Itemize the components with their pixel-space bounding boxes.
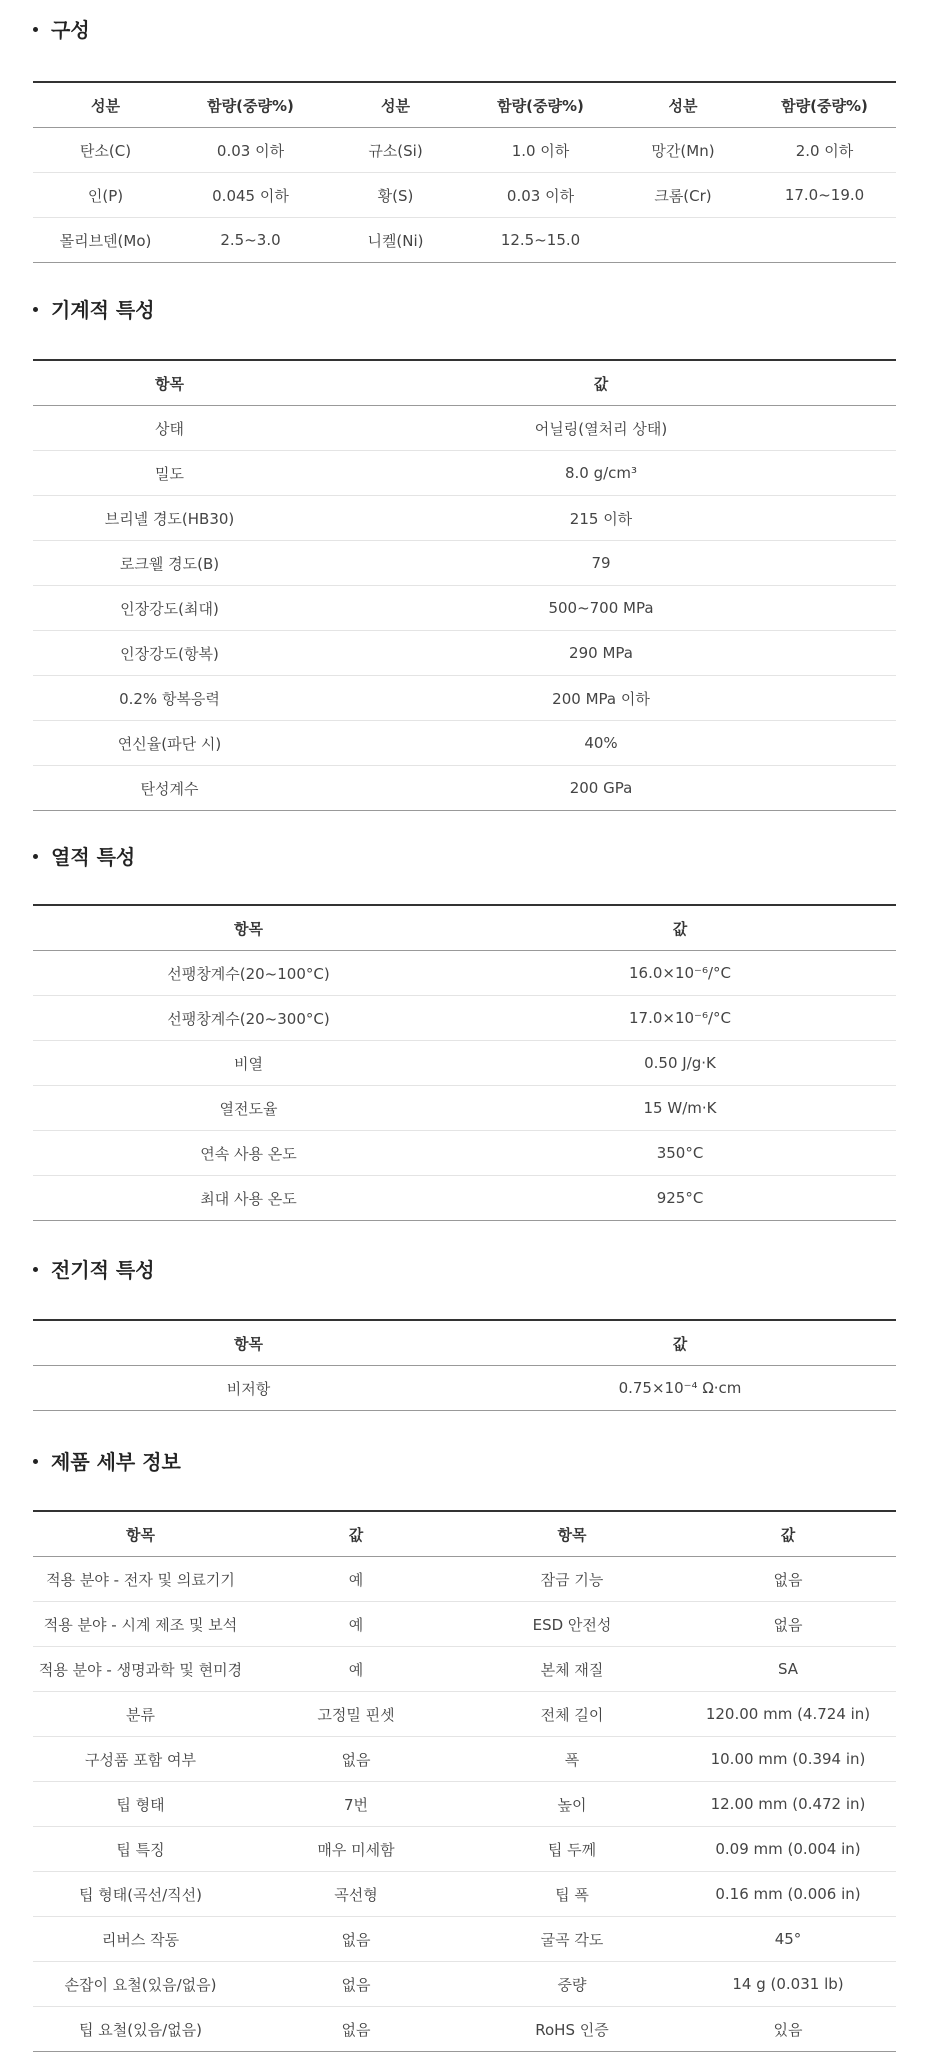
table-cell: 0.03 이하 (178, 128, 323, 173)
table-header-row (33, 905, 896, 951)
table-cell: 팁 요철(있음/없음) (79, 2020, 202, 2039)
table-cell: 브리넬 경도(HB30) (33, 496, 306, 541)
table-row (33, 1692, 896, 1737)
table-cell: 구성품 포함 여부 (33, 1737, 248, 1782)
table-cell: 인장강도(최대) (33, 586, 306, 631)
table-cell: 45° (680, 1917, 896, 1962)
table-cell: 선팽창계수(20~100°C) (33, 951, 464, 996)
composition-title (33, 15, 896, 45)
electrical-table (33, 1319, 896, 1411)
table-cell: 350°C (464, 1131, 896, 1176)
table-cell: 예 (248, 1647, 464, 1692)
table-cell: 폭 (464, 1737, 680, 1782)
table-row (33, 128, 896, 173)
table-cell: 곡선형 (248, 1872, 464, 1917)
bullet-icon (33, 307, 38, 312)
table-cell: ESD 안전성 (464, 1602, 680, 1647)
column-header: 값 (464, 905, 896, 951)
table-cell: 인장강도(항복) (33, 631, 306, 676)
column-header: 값 (464, 1320, 896, 1366)
table-cell: 중량 (464, 1962, 680, 2007)
table-cell: 최대 사용 온도 (200, 1189, 297, 1208)
table-cell: 0.09 mm (0.004 in) (680, 1827, 896, 1872)
table-cell: 탄성계수 (140, 779, 199, 798)
bullet-icon (33, 1459, 38, 1464)
table-row (33, 451, 896, 496)
table-row (33, 1131, 896, 1176)
column-header: 함량(중량%) (178, 82, 323, 128)
table-cell: 몰리브덴(Mo) (59, 231, 152, 250)
table-cell: 망간(Mn) (613, 128, 753, 173)
composition-table (33, 81, 896, 263)
bullet-icon (33, 27, 38, 32)
table-row (33, 1872, 896, 1917)
table-cell: 매우 미세함 (248, 1827, 464, 1872)
details-section (33, 1447, 896, 2039)
table-cell: 적용 분야 - 생명과학 및 현미경 (33, 1647, 248, 1692)
column-header: 함량(중량%) (753, 82, 896, 128)
table-cell: SA (680, 1647, 896, 1692)
table-cell: 17.0×10⁻⁶/°C (464, 996, 896, 1041)
table-cell: 16.0×10⁻⁶/°C (464, 951, 896, 996)
table-cell: 없음 (248, 1917, 464, 1962)
table-cell: 0.045 이하 (178, 173, 323, 218)
electrical-section (33, 1255, 896, 1398)
table-cell: 0.50 J/g·K (464, 1041, 896, 1086)
electrical-title (33, 1255, 896, 1285)
table-cell: 없음 (248, 1737, 464, 1782)
table-row (33, 173, 896, 218)
section-title-text: 열적 특성 (51, 845, 136, 869)
table-cell: 없음 (680, 1602, 896, 1647)
table-cell: 0.16 mm (0.006 in) (680, 1872, 896, 1917)
column-header: 값 (248, 1511, 464, 1557)
table-cell: 팁 폭 (464, 1872, 680, 1917)
table-row (33, 631, 896, 676)
table-cell (753, 218, 896, 263)
section-title-text: 기계적 특성 (51, 298, 155, 322)
section-title-text: 제품 세부 정보 (51, 1450, 181, 1474)
table-cell: 12.00 mm (0.472 in) (680, 1782, 896, 1827)
table-cell: 2.0 이하 (753, 128, 896, 173)
table-row (33, 1962, 896, 2007)
table-cell: 리버스 작동 (33, 1917, 248, 1962)
details-table (33, 1510, 896, 2052)
column-header: 항목 (33, 1320, 464, 1366)
section-title-text: 전기적 특성 (51, 1258, 155, 1282)
table-row (33, 766, 896, 811)
table-row (33, 1602, 896, 1647)
table-row (33, 541, 896, 586)
table-cell: 200 GPa (569, 779, 633, 797)
table-cell: 40% (306, 721, 896, 766)
mechanical-section (33, 295, 896, 798)
table-cell: 0.03 이하 (468, 173, 613, 218)
table-cell: 200 MPa 이하 (306, 676, 896, 721)
column-header: 항목 (33, 905, 464, 951)
table-cell: 1.0 이하 (468, 128, 613, 173)
table-cell: 925°C (656, 1189, 704, 1207)
table-cell (613, 218, 753, 263)
table-cell: 팁 두께 (464, 1827, 680, 1872)
table-cell: 8.0 g/cm³ (306, 451, 896, 496)
table-cell: 니켈(Ni) (367, 231, 424, 250)
column-header: 성분 (613, 82, 753, 128)
table-row (33, 1782, 896, 1827)
table-cell: 없음 (680, 1557, 896, 1602)
table-cell: 잠금 기능 (464, 1557, 680, 1602)
table-cell: 예 (248, 1557, 464, 1602)
table-row (33, 1086, 896, 1131)
table-cell: 비열 (33, 1041, 464, 1086)
table-cell: 인(P) (33, 173, 178, 218)
table-cell: 10.00 mm (0.394 in) (680, 1737, 896, 1782)
column-header: 항목 (33, 360, 306, 406)
table-row (33, 721, 896, 766)
table-cell: 79 (306, 541, 896, 586)
table-row (33, 1827, 896, 1872)
table-cell: 열전도율 (33, 1086, 464, 1131)
table-cell: 전체 길이 (464, 1692, 680, 1737)
table-cell: 선팽창계수(20~300°C) (33, 996, 464, 1041)
table-row (33, 996, 896, 1041)
table-cell: 황(S) (323, 173, 468, 218)
table-cell: 팁 형태 (33, 1782, 248, 1827)
thermal-section (33, 842, 896, 1208)
table-cell: 2.5~3.0 (220, 231, 281, 249)
table-cell: 연신율(파단 시) (33, 721, 306, 766)
table-header-row (33, 360, 896, 406)
section-title-text: 구성 (51, 18, 90, 42)
table-cell: 없음 (341, 2020, 371, 2039)
table-cell: 어닐링(열처리 상태) (306, 406, 896, 451)
column-header: 성분 (323, 82, 468, 128)
table-cell: 없음 (248, 1962, 464, 2007)
table-cell: 연속 사용 온도 (33, 1131, 464, 1176)
table-row (33, 1647, 896, 1692)
table-cell: 팁 특징 (33, 1827, 248, 1872)
table-cell: 분류 (33, 1692, 248, 1737)
table-cell: 굴곡 각도 (464, 1917, 680, 1962)
table-cell: 적용 분야 - 전자 및 의료기기 (33, 1557, 248, 1602)
table-cell: 밀도 (33, 451, 306, 496)
table-cell: 손잡이 요철(있음/없음) (33, 1962, 248, 2007)
table-cell: 290 MPa (306, 631, 896, 676)
table-cell: 17.0~19.0 (753, 173, 896, 218)
table-cell: 7번 (248, 1782, 464, 1827)
table-row (33, 2007, 896, 2052)
table-row (33, 1366, 896, 1411)
table-row (33, 1557, 896, 1602)
column-header: 값 (680, 1511, 896, 1557)
table-cell: 0.75×10⁻⁴ Ω·cm (618, 1379, 742, 1397)
table-row (33, 1176, 896, 1221)
bullet-icon (33, 1267, 38, 1272)
table-cell: 예 (248, 1602, 464, 1647)
table-cell: 로크웰 경도(B) (33, 541, 306, 586)
thermal-title (33, 842, 896, 872)
table-cell: 14 g (0.031 lb) (680, 1962, 896, 2007)
composition-section (33, 15, 896, 250)
column-header: 항목 (33, 1511, 248, 1557)
table-cell: 비저항 (226, 1379, 271, 1398)
table-cell: 500~700 MPa (306, 586, 896, 631)
table-cell: 팁 형태(곡선/직선) (33, 1872, 248, 1917)
table-cell: 120.00 mm (4.724 in) (680, 1692, 896, 1737)
table-cell: 0.2% 항복응력 (33, 676, 306, 721)
table-row (33, 586, 896, 631)
column-header: 값 (306, 360, 896, 406)
table-cell: 12.5~15.0 (500, 231, 581, 249)
column-header: 함량(중량%) (468, 82, 613, 128)
table-cell: 높이 (464, 1782, 680, 1827)
table-header-row (33, 1320, 896, 1366)
table-row (33, 218, 896, 263)
table-cell: RoHS 인증 (535, 2020, 609, 2039)
table-row (33, 1737, 896, 1782)
mechanical-title (33, 295, 896, 325)
table-row (33, 1041, 896, 1086)
table-cell: 크롬(Cr) (613, 173, 753, 218)
thermal-table (33, 904, 896, 1221)
table-cell: 고정밀 핀셋 (248, 1692, 464, 1737)
table-header-row (33, 82, 896, 128)
mechanical-table (33, 359, 896, 811)
details-title (33, 1447, 896, 1477)
table-cell: 있음 (773, 2020, 803, 2039)
column-header: 항목 (464, 1511, 680, 1557)
table-row (33, 1917, 896, 1962)
table-cell: 탄소(C) (33, 128, 178, 173)
table-row (33, 951, 896, 996)
table-row (33, 406, 896, 451)
table-cell: 상태 (33, 406, 306, 451)
column-header: 성분 (33, 82, 178, 128)
bullet-icon (33, 854, 38, 859)
table-cell: 215 이하 (306, 496, 896, 541)
table-cell: 본체 재질 (464, 1647, 680, 1692)
table-cell: 15 W/m·K (464, 1086, 896, 1131)
table-row (33, 676, 896, 721)
table-row (33, 496, 896, 541)
table-header-row (33, 1511, 896, 1557)
table-cell: 규소(Si) (323, 128, 468, 173)
table-cell: 적용 분야 - 시계 제조 및 보석 (33, 1602, 248, 1647)
